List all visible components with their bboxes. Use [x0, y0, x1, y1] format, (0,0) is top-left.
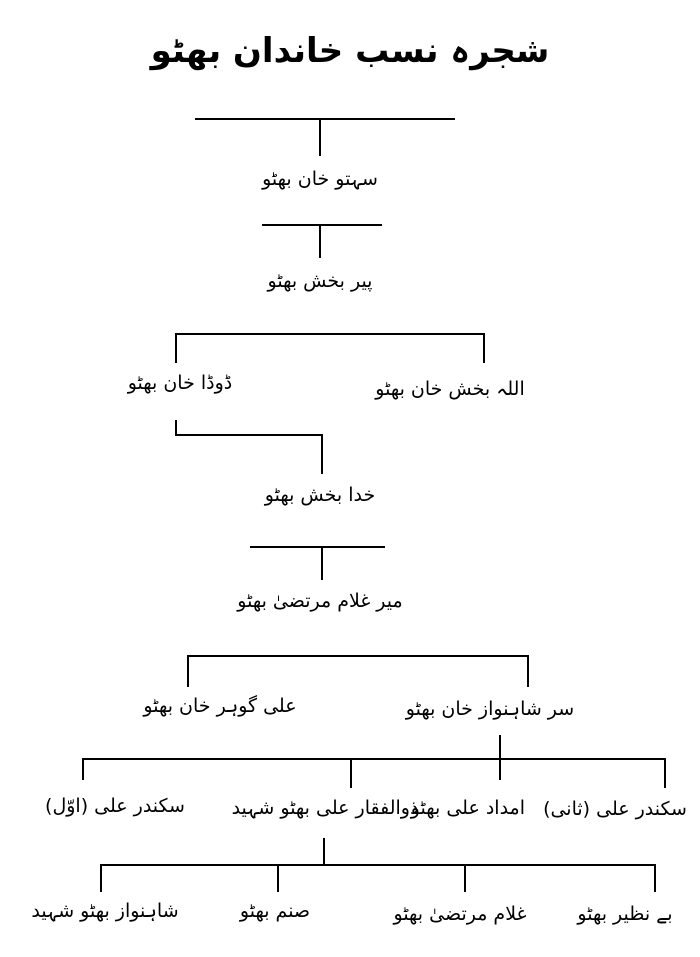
connector-line	[100, 864, 656, 866]
connector-line	[250, 546, 385, 548]
person-mir-ghulam-murtaza: میر غلام مرتضیٰ بھٹو	[237, 590, 403, 612]
connector-line	[527, 655, 529, 687]
connector-line	[654, 864, 656, 892]
connector-line	[323, 838, 325, 866]
person-khuda-bakhsh: خدا بخش بھٹو	[264, 484, 376, 506]
person-allah-bakhsh-khan: اللہ بخش خان بھٹو	[375, 378, 525, 400]
person-sehto-khan: سہتو خان بھٹو	[262, 168, 378, 190]
connector-line	[82, 758, 666, 760]
person-shahnawaz-khan: سر شاہنواز خان بھٹو	[405, 698, 575, 720]
connector-line	[195, 118, 455, 120]
person-ghulam-murtaza-bhutto: غلام مرتضیٰ بھٹو	[393, 903, 527, 925]
connector-line	[175, 333, 485, 335]
person-ali-gohar-khan: علی گوہر خان بھٹو	[143, 695, 297, 717]
connector-line	[321, 434, 323, 474]
connector-line	[82, 758, 84, 780]
person-shahnawaz-bhutto-shaheed: شاہنواز بھٹو شہید	[31, 900, 179, 922]
connector-line	[100, 864, 102, 892]
person-benazir-bhutto: بے نظیر بھٹو	[577, 903, 673, 925]
person-zulfiqar-ali-bhutto: ذوالفقار علی بھٹو شہید	[231, 797, 419, 819]
connector-line	[175, 333, 177, 363]
person-sikandar-ali-second: سکندر علی (ثانی)	[543, 798, 687, 820]
person-pir-bakhsh: پیر بخش بھٹو	[267, 270, 373, 292]
connector-line	[483, 333, 485, 363]
connector-line	[277, 864, 279, 892]
person-imdad-ali: امداد علی بھٹو	[410, 797, 525, 819]
connector-line	[175, 434, 323, 436]
person-sikandar-ali-first: سکندر علی (اوّل)	[45, 795, 185, 817]
connector-line	[319, 118, 321, 156]
connector-line	[319, 224, 321, 258]
connector-line	[464, 864, 466, 892]
connector-line	[321, 546, 323, 580]
connector-line	[262, 224, 382, 226]
connector-line	[187, 655, 529, 657]
connector-line	[664, 758, 666, 788]
connector-line	[187, 655, 189, 687]
diagram-title: شجرہ نسب خاندان بھٹو	[150, 31, 550, 71]
person-doda-khan: ڈوڈا خان بھٹو	[127, 372, 233, 394]
person-sanam-bhutto: صنم بھٹو	[239, 900, 311, 922]
connector-line	[350, 758, 352, 788]
